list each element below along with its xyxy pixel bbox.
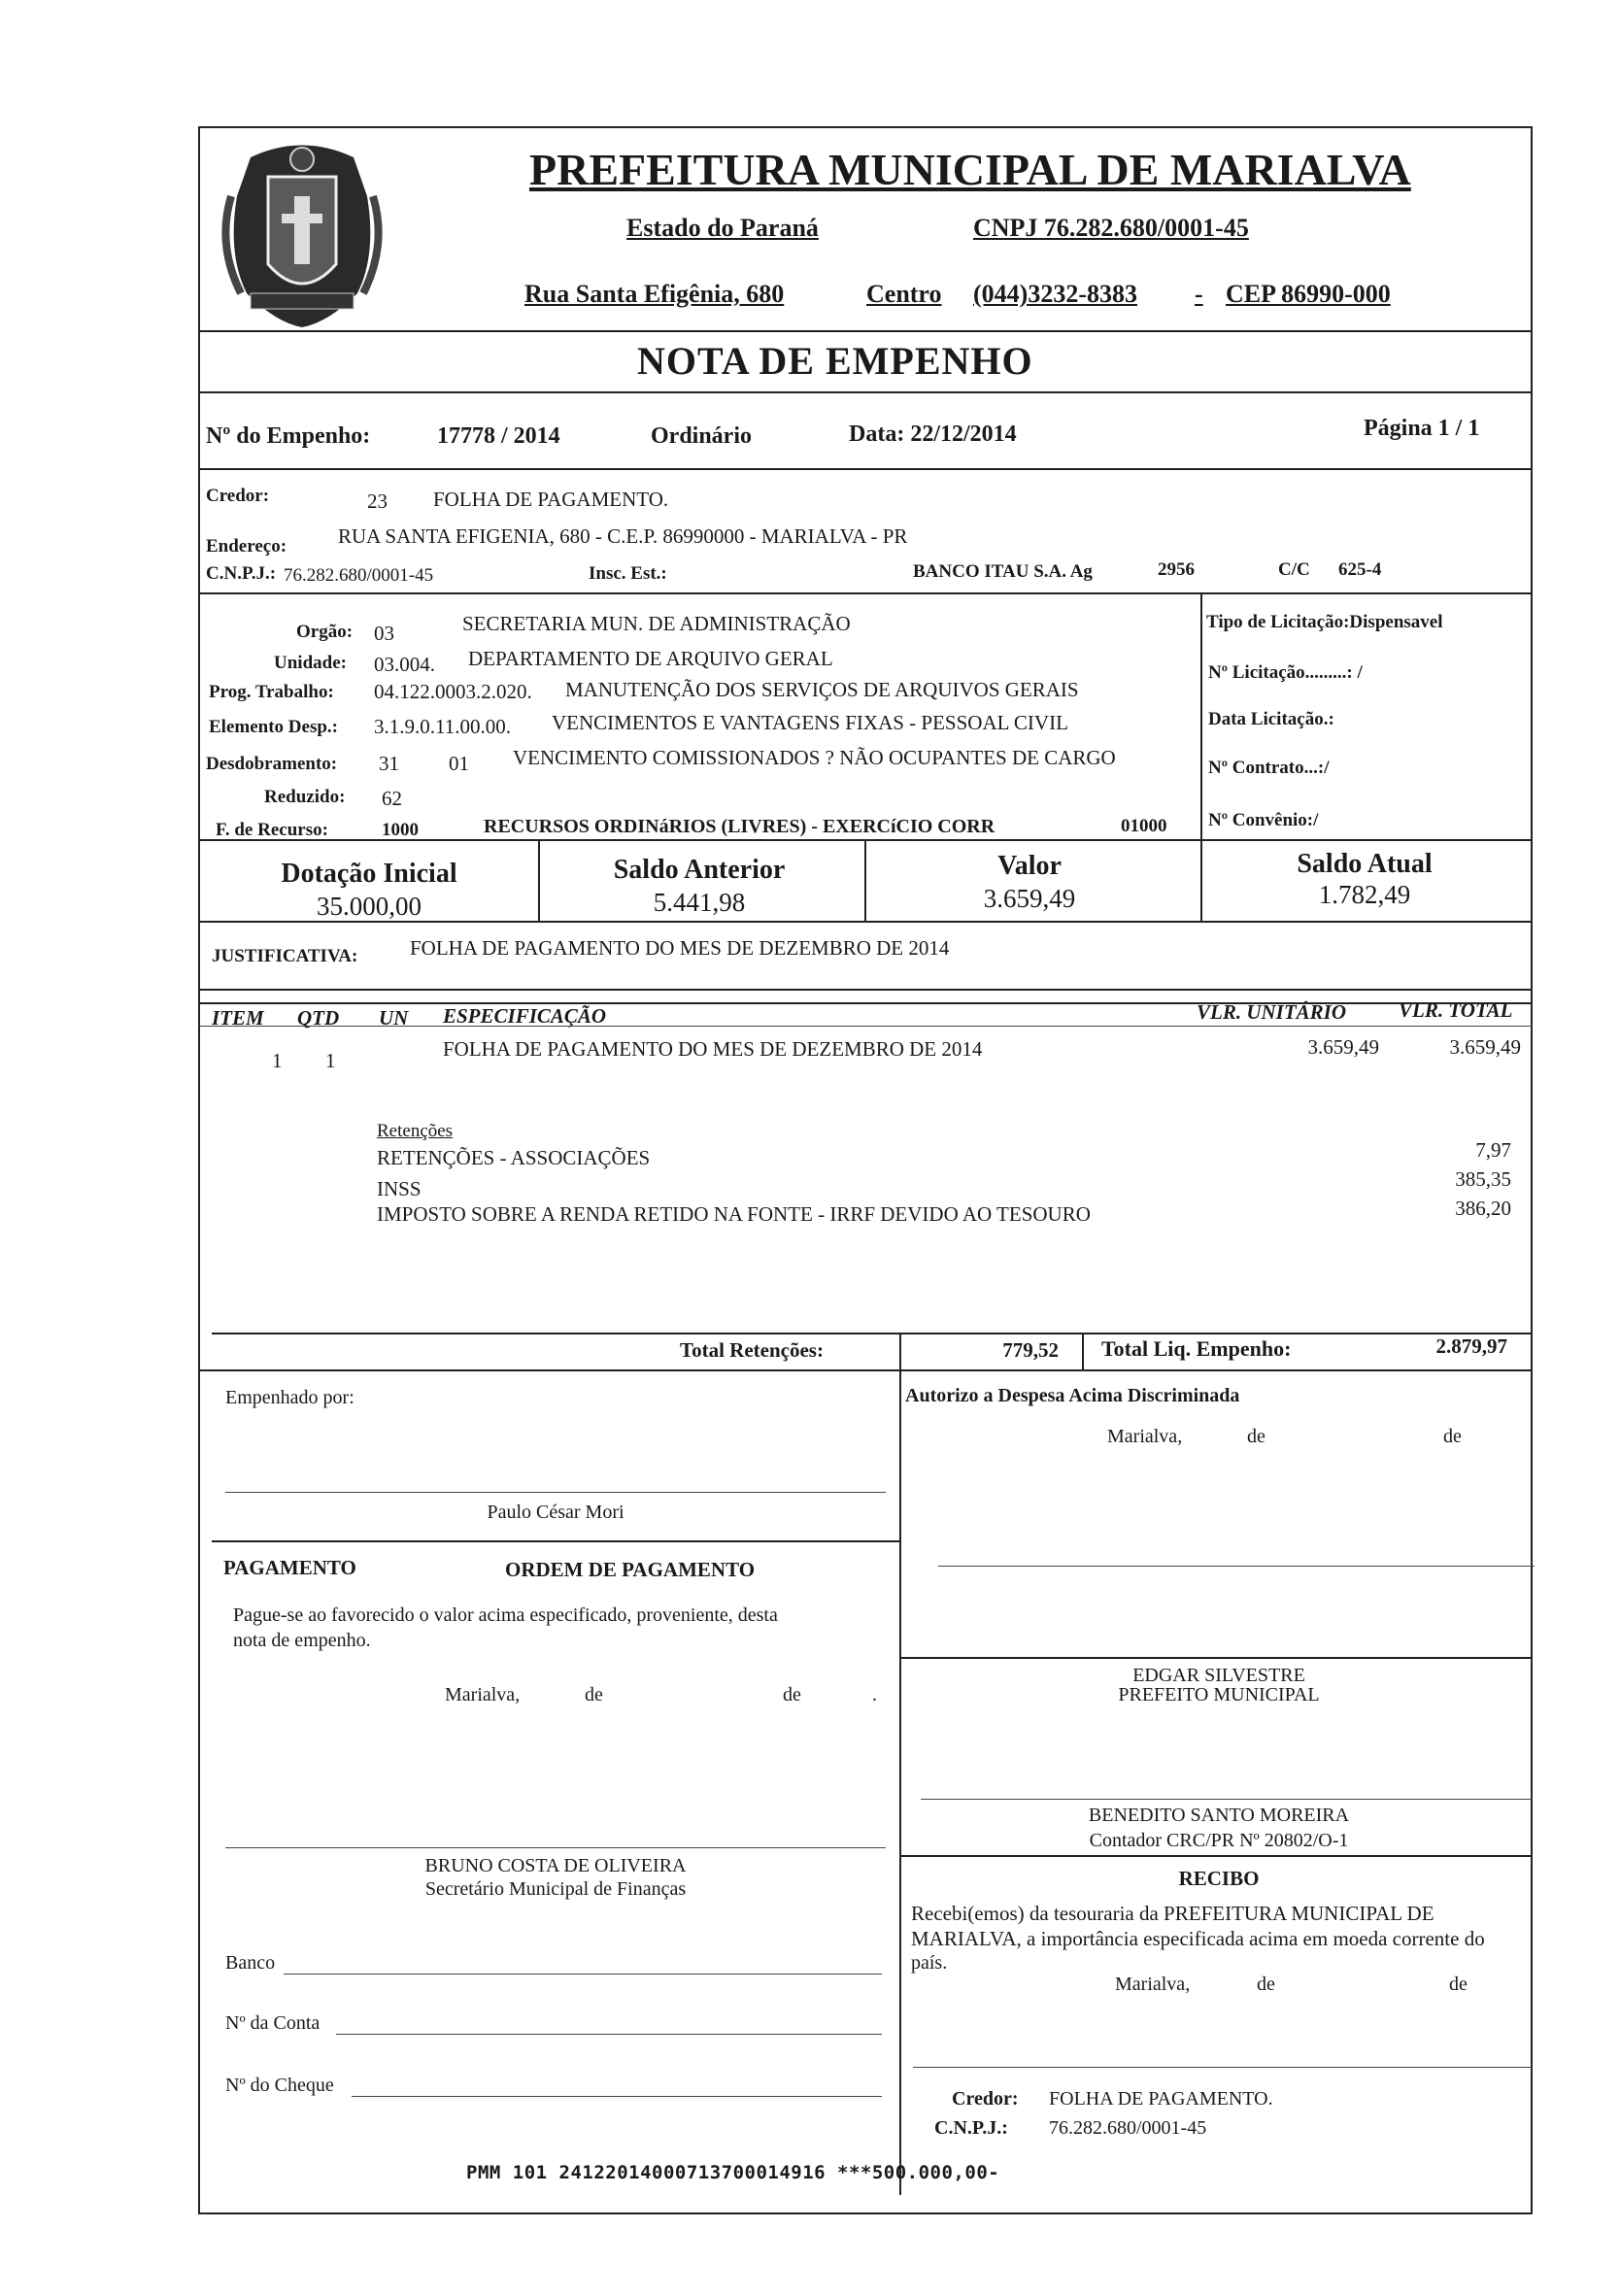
- licitacao-data: Data Licitação.:: [1208, 709, 1334, 729]
- item-number: 1: [272, 1049, 283, 1072]
- pagamento-dot: .: [872, 1684, 877, 1705]
- secretario-name: BRUNO COSTA DE OLIVEIRA: [424, 1855, 687, 1876]
- retencoes-title: Retenções: [377, 1121, 454, 1141]
- address-label: Endereço:: [206, 536, 287, 557]
- desdobramento-sub: 01: [449, 752, 469, 775]
- elemento-code: 3.1.9.0.11.00.00.: [374, 715, 511, 738]
- retencao-name: RETENÇÕES - ASSOCIAÇÕES: [377, 1146, 651, 1169]
- item-vlr-total: 3.659,49: [1449, 1035, 1521, 1059]
- prog-trabalho-label: Prog. Trabalho:: [209, 682, 334, 702]
- document-title: NOTA DE EMPENHO: [637, 339, 1033, 383]
- pagamento-de2: de: [783, 1684, 801, 1705]
- total-retencoes-value: 779,52: [1002, 1338, 1059, 1362]
- prefeito-role: PREFEITO MUNICIPAL: [1118, 1684, 1320, 1705]
- valor-label: Valor: [997, 851, 1062, 881]
- banco-label: Banco: [225, 1952, 276, 1974]
- credor-name: FOLHA DE PAGAMENTO.: [433, 488, 669, 511]
- recibo-text-3: país.: [911, 1952, 948, 1974]
- justificativa-label: JUSTIFICATIVA:: [212, 946, 358, 966]
- contador-name: BENEDITO SANTO MOREIRA: [1088, 1805, 1350, 1826]
- orgao-label: Orgão:: [296, 622, 354, 642]
- municipal-coat-of-arms-icon: [212, 138, 392, 332]
- retencao-value: 385,35: [1455, 1167, 1511, 1191]
- cc-number: 625-4: [1338, 559, 1382, 580]
- ordem-pagamento-label: ORDEM DE PAGAMENTO: [505, 1558, 756, 1581]
- fonte-recurso-code: 1000: [382, 820, 419, 840]
- saldo-atual-value: 1.782,49: [1318, 880, 1411, 909]
- desdobramento-desc: VENCIMENTO COMISSIONADOS ? NÃO OCUPANTES DE CARGO: [513, 746, 1116, 769]
- col-un: UN: [379, 1006, 409, 1030]
- col-qtd: QTD: [297, 1006, 340, 1030]
- retencao-value: 7,97: [1475, 1138, 1511, 1162]
- retencao-name: IMPOSTO SOBRE A RENDA RETIDO NA FONTE - IRRF DEVIDO AO TESOURO: [377, 1202, 1091, 1226]
- page-number: Página 1 / 1: [1364, 416, 1480, 441]
- orgao-desc: SECRETARIA MUN. DE ADMINISTRAÇÃO: [462, 612, 851, 635]
- desdobramento-label: Desdobramento:: [206, 754, 338, 774]
- fonte-recurso-label: F. de Recurso:: [216, 820, 328, 840]
- empenho-date: Data: 22/12/2014: [849, 422, 1017, 447]
- total-retencoes-label: Total Retenções:: [680, 1338, 824, 1362]
- empenho-type: Ordinário: [651, 423, 753, 449]
- pagamento-text-1: Pague-se ao favorecido o valor acima especificado, proveniente, desta: [233, 1604, 778, 1626]
- cc-label: C/C: [1278, 559, 1310, 580]
- footer-code: PMM 101 24122014000713700014916 ***500.000,00-: [466, 2162, 1000, 2183]
- header-cnpj: CNPJ 76.282.680/0001-45: [973, 214, 1249, 242]
- unidade-desc: DEPARTAMENTO DE ARQUIVO GERAL: [468, 647, 833, 670]
- pagamento-text-2: nota de empenho.: [233, 1630, 371, 1651]
- recibo-place: Marialva,: [1115, 1974, 1191, 1995]
- autorizo-label: Autorizo a Despesa Acima Discriminada: [905, 1385, 1240, 1406]
- credor-label: Credor:: [206, 486, 270, 506]
- recibo-cnpj-label: C.N.P.J.:: [934, 2117, 1008, 2139]
- recibo-text-2: MARIALVA, a importância especificada acima em moeda corrente do: [911, 1927, 1485, 1950]
- retencao-value: 386,20: [1455, 1197, 1511, 1220]
- contador-role: Contador CRC/PR Nº 20802/O-1: [1089, 1830, 1349, 1851]
- justificativa-text: FOLHA DE PAGAMENTO DO MES DE DEZEMBRO DE 2014: [410, 936, 950, 960]
- col-item: ITEM: [212, 1006, 264, 1030]
- retencao-name: INSS: [377, 1177, 422, 1200]
- unidade-code: 03.004.: [374, 653, 435, 676]
- prog-trabalho-desc: MANUTENÇÃO DOS SERVIÇOS DE ARQUIVOS GERAIS: [565, 678, 1079, 701]
- pagamento-place: Marialva,: [445, 1684, 521, 1705]
- dotacao-inicial-value: 35.000,00: [317, 892, 422, 921]
- cheque-label: Nº do Cheque: [225, 2075, 334, 2096]
- saldo-anterior-value: 5.441,98: [653, 888, 746, 917]
- credor-cnpj: 76.282.680/0001-45: [284, 565, 434, 586]
- valor-value: 3.659,49: [983, 884, 1076, 913]
- item-qtd: 1: [325, 1049, 336, 1072]
- conta-label: Nº da Conta: [225, 2012, 321, 2034]
- fonte-recurso-num: 01000: [1121, 816, 1167, 836]
- total-liquido-value: 2.879,97: [1435, 1334, 1507, 1358]
- prefeito-name: EDGAR SILVESTRE: [1132, 1665, 1305, 1686]
- recibo-credor-label: Credor:: [952, 2088, 1019, 2110]
- credor-code: 23: [367, 490, 388, 513]
- col-vlr-total: VLR. TOTAL: [1399, 998, 1513, 1022]
- prog-trabalho-code: 04.122.0003.2.020.: [374, 680, 532, 703]
- col-especificacao: ESPECIFICAÇÃO: [443, 1004, 607, 1028]
- secretario-role: Secretário Municipal de Finanças: [424, 1878, 687, 1900]
- header-address: Rua Santa Efigênia, 680: [524, 280, 785, 308]
- reduzido-code: 62: [382, 787, 402, 810]
- bank-agency: 2956: [1158, 559, 1195, 580]
- header-district: Centro: [866, 280, 942, 308]
- credor-address: RUA SANTA EFIGENIA, 680 - C.E.P. 86990000 - MARIALVA - PR: [338, 524, 908, 548]
- recibo-credor: FOLHA DE PAGAMENTO.: [1049, 2088, 1273, 2110]
- elemento-label: Elemento Desp.:: [209, 717, 338, 737]
- item-spec: FOLHA DE PAGAMENTO DO MES DE DEZEMBRO DE 2014: [443, 1037, 983, 1061]
- autorizo-de2: de: [1443, 1426, 1462, 1447]
- pagamento-label: PAGAMENTO: [223, 1556, 356, 1579]
- col-vlr-unitario: VLR. UNITÁRIO: [1197, 1000, 1347, 1024]
- orgao-code: 03: [374, 622, 394, 645]
- bank-name: BANCO ITAU S.A. Ag: [913, 561, 1093, 582]
- header-cep: CEP 86990-000: [1226, 280, 1391, 308]
- dotacao-inicial-label: Dotação Inicial: [281, 859, 457, 889]
- convenio-numero: Nº Convênio:/: [1208, 810, 1319, 830]
- page-title: PREFEITURA MUNICIPAL DE MARIALVA: [529, 145, 1411, 194]
- recibo-title: RECIBO: [1178, 1867, 1260, 1890]
- cnpj-label: C.N.P.J.:: [206, 563, 277, 584]
- autorizo-de1: de: [1247, 1426, 1266, 1447]
- licitacao-tipo: Tipo de Licitação:Dispensavel: [1206, 612, 1443, 632]
- fonte-recurso-desc: RECURSOS ORDINáRIOS (LIVRES) - EXERCíCIO CORR: [484, 816, 996, 837]
- insc-est-label: Insc. Est.:: [589, 563, 667, 584]
- desdobramento-code: 31: [379, 752, 399, 775]
- contrato-numero: Nº Contrato...:/: [1208, 758, 1330, 778]
- header-phone: (044)3232-8383: [973, 280, 1137, 308]
- recibo-cnpj: 76.282.680/0001-45: [1049, 2117, 1207, 2139]
- reduzido-label: Reduzido:: [264, 787, 346, 807]
- item-vlr-unitario: 3.659,49: [1307, 1035, 1379, 1059]
- recibo-text-1: Recebi(emos) da tesouraria da PREFEITURA MUNICIPAL DE: [911, 1902, 1434, 1925]
- recibo-de2: de: [1449, 1974, 1468, 1995]
- state-name: Estado do Paraná: [626, 214, 819, 242]
- empenho-label: Nº do Empenho:: [206, 423, 371, 449]
- header-separator: -: [1195, 280, 1203, 308]
- empenhado-por-name: Paulo César Mori: [487, 1502, 624, 1523]
- total-liquido-label: Total Liq. Empenho:: [1101, 1336, 1292, 1361]
- elemento-desc: VENCIMENTOS E VANTAGENS FIXAS - PESSOAL CIVIL: [552, 711, 1068, 734]
- pagamento-de1: de: [585, 1684, 603, 1705]
- empenho-number: 17778 / 2014: [437, 423, 560, 449]
- recibo-de1: de: [1257, 1974, 1275, 1995]
- unidade-label: Unidade:: [274, 653, 347, 673]
- empenhado-por-label: Empenhado por:: [225, 1387, 354, 1408]
- saldo-anterior-label: Saldo Anterior: [613, 855, 786, 885]
- licitacao-numero: Nº Licitação.........: /: [1208, 662, 1363, 683]
- autorizo-place: Marialva,: [1107, 1426, 1183, 1447]
- saldo-atual-label: Saldo Atual: [1297, 849, 1433, 879]
